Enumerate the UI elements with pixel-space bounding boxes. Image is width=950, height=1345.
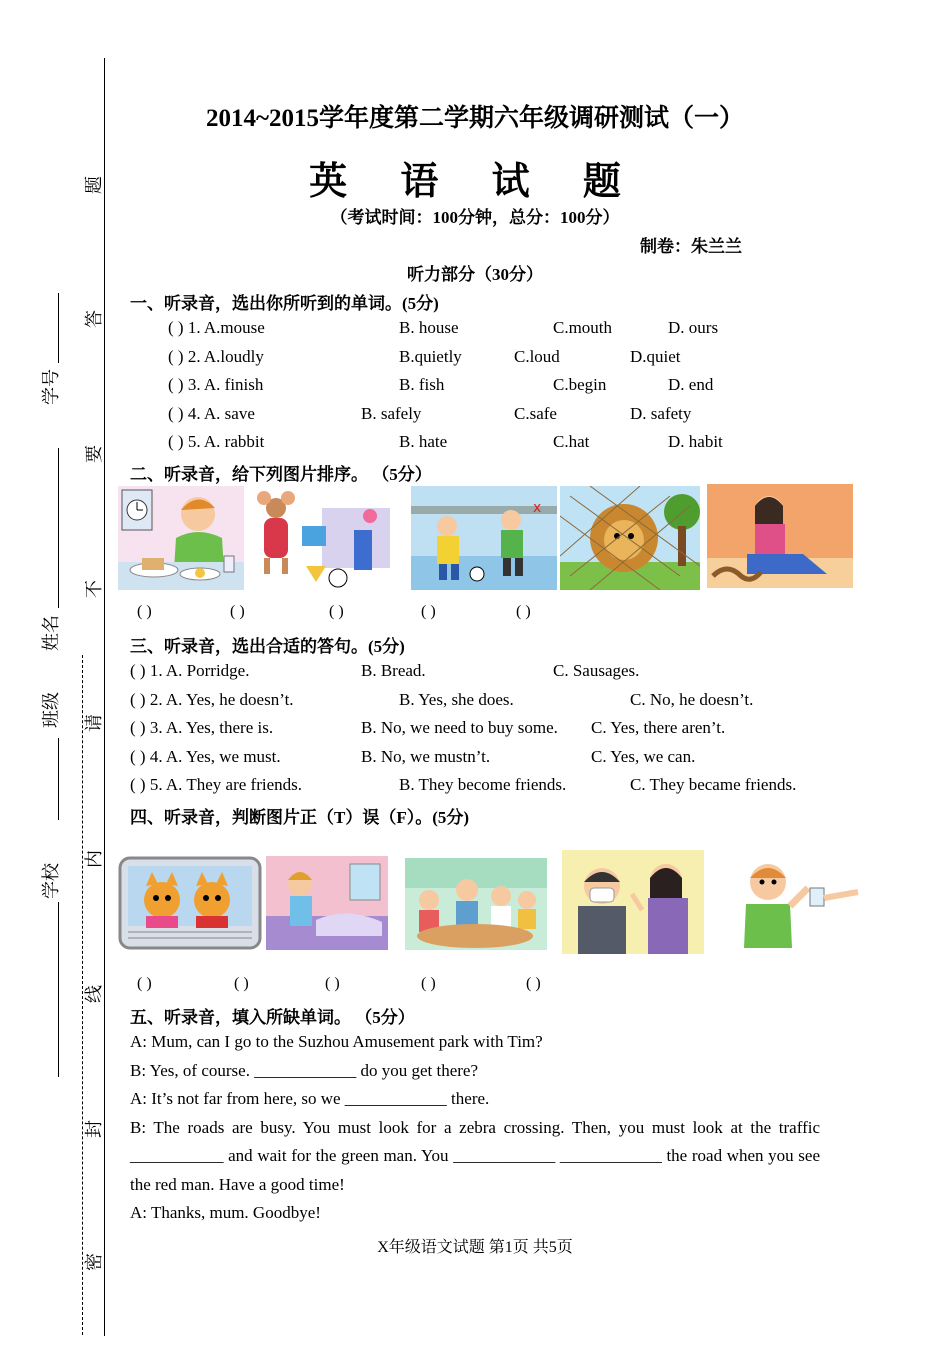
margin-char: 题 [84, 176, 104, 194]
boy-refusing-water-picture [728, 852, 860, 952]
s3-q4-b: B. No, we mustn’t. [361, 747, 491, 766]
school-label: 学校 [41, 863, 61, 899]
s3-q1-b: B. Bread. [361, 661, 426, 680]
margin-char: 请 [84, 714, 104, 732]
s1-q1-c: C.mouth [553, 318, 613, 337]
exam-title: 2014~2015学年度第二学期六年级调研测试（一） [205, 105, 744, 132]
s4-blank-3[interactable]: ( ) [325, 975, 340, 992]
s1-q2-a: ( ) 2. A.loudly [168, 347, 264, 366]
margin-char: 线 [84, 985, 104, 1003]
family-dinner-picture [405, 858, 547, 950]
doctor-mask-picture [562, 850, 704, 954]
s3-q1-c: C. Sausages. [553, 661, 640, 680]
student-id-blank[interactable] [58, 293, 59, 363]
student-name-label: 姓名 [41, 615, 61, 651]
s1-q4-d: D. safety [630, 404, 692, 423]
mouse-messy-room-picture [246, 486, 394, 590]
s1-q4-c: C.safe [514, 404, 557, 423]
s1-q3-a: ( ) 3. A. finish [168, 375, 264, 394]
exam-maker: 制卷：朱兰兰 [640, 237, 742, 256]
boys-playing-football-picture [411, 486, 557, 590]
s1-q1-a: ( ) 1. A.mouse [168, 318, 265, 337]
s3-q5-a: ( ) 5. A. They are friends. [130, 775, 302, 794]
subject-title: 英 语 试 题 [309, 159, 641, 203]
s3-q3-c: C. Yes, there aren’t. [591, 718, 726, 737]
section3-heading: 三、听录音，选出合适的答句。(5分) [130, 637, 405, 656]
s1-q4-b: B. safely [361, 404, 422, 423]
section2-heading: 二、听录音，给下列图片排序。 （5分） [130, 465, 432, 484]
margin-char: 要 [84, 445, 104, 463]
student-id-label: 学号 [41, 369, 61, 405]
s3-q5-b: B. They become friends. [399, 775, 567, 794]
s1-q2-c: C.loud [514, 347, 560, 366]
school-blank[interactable] [58, 902, 59, 1077]
s3-q2-b: B. Yes, she does. [399, 690, 514, 709]
s1-q1-d: D. ours [668, 318, 719, 337]
section5-heading: 五、听录音，填入所缺单词。 （5分） [130, 1008, 415, 1027]
s3-q1-a: ( ) 1. A. Porridge. [130, 661, 250, 680]
s1-q5-a: ( ) 5. A. rabbit [168, 432, 265, 451]
dialogue-line: A: Mum, can I go to the Suzhou Amusement park with Tim? [130, 1032, 543, 1051]
margin-solid-line [104, 58, 105, 1336]
class-label: 班级 [41, 692, 61, 728]
s2-blank-4[interactable]: ( ) [421, 603, 436, 620]
s1-q4-a: ( ) 4. A. save [168, 404, 255, 423]
s3-q3-b: B. No, we need to buy some. [361, 718, 558, 737]
margin-char: 封 [84, 1120, 104, 1138]
s3-q2-a: ( ) 2. A. Yes, he doesn’t. [130, 690, 294, 709]
lion-in-net-picture [560, 486, 700, 590]
margin-char: 密 [84, 1253, 104, 1271]
dialogue [130, 1028, 820, 1228]
dialogue-line: A: Thanks, mum. Goodbye! [130, 1203, 321, 1222]
s4-blank-4[interactable]: ( ) [421, 975, 436, 992]
margin-char: 内 [84, 850, 104, 868]
s1-q1-b: B. house [399, 318, 459, 337]
page-footer: X年级语文试题 第1页 共5页 [377, 1239, 573, 1256]
s2-blank-2[interactable]: ( ) [230, 603, 245, 620]
exam-info: （考试时间：100分钟，总分：100分） [330, 208, 620, 227]
s4-blank-2[interactable]: ( ) [234, 975, 249, 992]
section4-heading: 四、听录音，判断图片正（T）误（F）。(5分) [130, 808, 470, 827]
s1-q5-d: D. habit [668, 432, 723, 451]
s3-q4-c: C. Yes, we can. [591, 747, 696, 766]
margin-char: 不 [84, 580, 104, 598]
svg-text:x: x [533, 500, 542, 516]
s1-q5-c: C.hat [553, 432, 590, 451]
breakfast-picture [118, 486, 244, 590]
s3-q2-c: C. No, he doesn’t. [630, 690, 754, 709]
s1-q3-c: C.begin [553, 375, 607, 394]
section1-heading: 一、听录音，选出你所听到的单词。(5分) [130, 294, 439, 313]
s1-q3-b: B. fish [399, 375, 445, 394]
s2-blank-5[interactable]: ( ) [516, 603, 531, 620]
dialogue-line[interactable]: B: The roads are busy. You must look for a zebra crossing. Then, you must look at the traffic ___________ and wait for the green man. You ____________ ____________ the road when you see the red man. Have a good time! [130, 1117, 820, 1194]
s1-q2-b: B.quietly [399, 347, 462, 366]
s2-blank-3[interactable]: ( ) [329, 603, 344, 620]
s1-q3-d: D. end [668, 375, 714, 394]
s4-blank-5[interactable]: ( ) [526, 975, 541, 992]
girl-snake-picture [707, 484, 853, 588]
s1-q2-d: D.quiet [630, 347, 681, 366]
part-heading: 听力部分（30分） [407, 265, 543, 284]
s2-blank-1[interactable]: ( ) [137, 603, 152, 620]
margin-char: 答 [84, 310, 104, 328]
dialogue-line[interactable]: A: It’s not far from here, so we ____________ there. [130, 1089, 490, 1108]
s1-q5-b: B. hate [399, 432, 448, 451]
student-name-blank[interactable] [58, 448, 59, 608]
s3-q5-c: C. They became friends. [630, 775, 797, 794]
s4-blank-1[interactable]: ( ) [137, 975, 152, 992]
s3-q3-a: ( ) 3. A. Yes, there is. [130, 718, 274, 737]
cats-window-picture [116, 852, 264, 952]
girl-in-bed-picture [266, 856, 388, 950]
dialogue-line[interactable]: B: Yes, of course. ____________ do you get there? [130, 1060, 478, 1080]
s3-q4-a: ( ) 4. A. Yes, we must. [130, 747, 281, 766]
class-blank[interactable] [58, 738, 59, 820]
